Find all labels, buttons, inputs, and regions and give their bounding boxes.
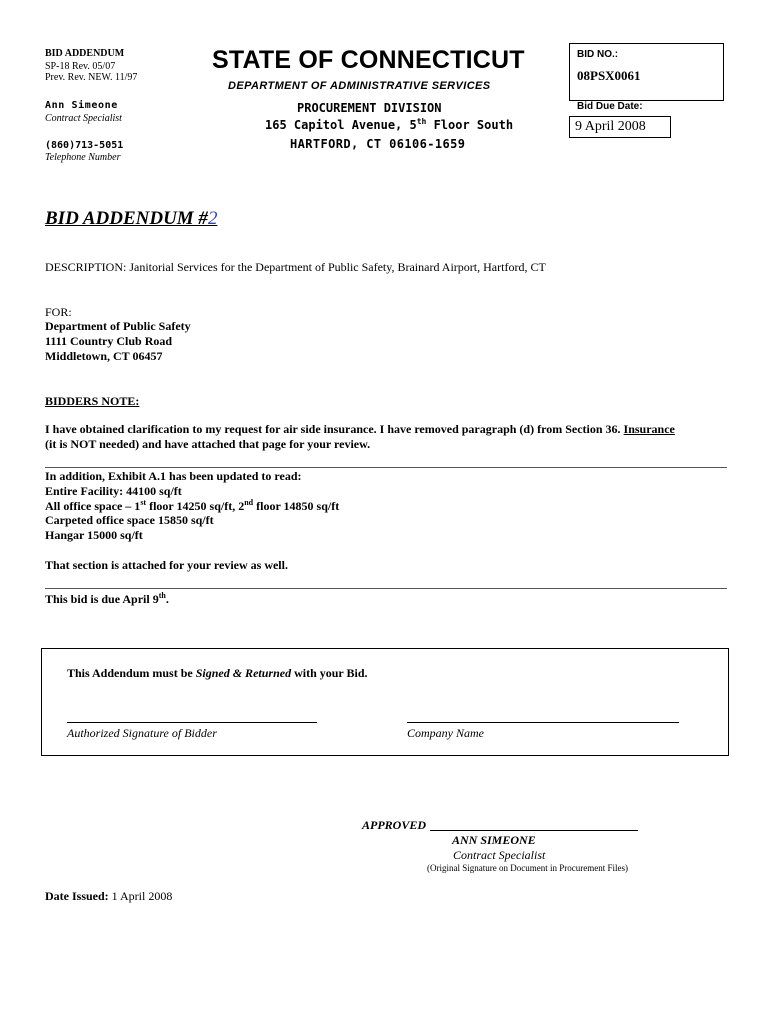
exhibit-office-space bbox=[45, 498, 339, 514]
signature-instruction bbox=[67, 666, 368, 681]
note-text: I have obtained clarification to my request for air side insurance. I have removed paragraph (d) from Section 36. bbox=[45, 422, 624, 436]
exhibit-carpeted: Carpeted office space 15850 sq/ft bbox=[45, 513, 214, 527]
for-address-line: 1111 Country Club Road bbox=[45, 334, 173, 348]
date-issued-value: 1 April 2008 bbox=[108, 889, 173, 903]
exhibit-intro: In addition, Exhibit A.1 has been updated to read: bbox=[45, 469, 302, 483]
ordinal-superscript: nd bbox=[244, 498, 254, 507]
addendum-title bbox=[45, 208, 217, 230]
office-address bbox=[265, 117, 513, 132]
exhibit-office-text: floor 14850 sq/ft bbox=[253, 499, 340, 513]
ordinal-superscript: st bbox=[140, 498, 147, 507]
company-name-line[interactable] bbox=[407, 722, 679, 723]
address-superscript: th bbox=[416, 117, 427, 126]
department-name: DEPARTMENT OF ADMINISTRATIVE SERVICES bbox=[228, 80, 491, 92]
exhibit-facility: Entire Facility: 44100 sq/ft bbox=[45, 484, 182, 498]
approver-note: (Original Signature on Document in Procurement Files) bbox=[427, 863, 628, 873]
contact-name: Ann Simeone bbox=[45, 100, 118, 111]
approver-title: Contract Specialist bbox=[453, 848, 546, 862]
exhibit-hangar: Hangar 15000 sq/ft bbox=[45, 528, 143, 542]
due-note-text: This bid is due April 9 bbox=[45, 592, 159, 606]
form-code: BID ADDENDUM bbox=[45, 48, 125, 59]
contact-phone: (860)713-5051 bbox=[45, 140, 124, 151]
exhibit-office-text: floor 14250 sq/ft, 2 bbox=[146, 499, 245, 513]
note-paragraph-line-2: (it is NOT needed) and have attached that page for your review. bbox=[45, 437, 371, 451]
description: DESCRIPTION: Janitorial Services for the Department of Public Safety, Brainard Airport, Hartford, CT bbox=[45, 260, 546, 274]
bidder-signature-label: Authorized Signature of Bidder bbox=[67, 726, 217, 740]
bid-number-label: BID NO.: bbox=[577, 49, 619, 60]
instruction-text: with your Bid. bbox=[291, 666, 368, 680]
for-label: FOR: bbox=[45, 305, 72, 319]
form-revision: SP-18 Rev. 05/07 bbox=[45, 61, 116, 72]
approved-label: APPROVED bbox=[362, 818, 427, 832]
address-part-2: Floor South bbox=[426, 118, 514, 132]
due-date-label: Bid Due Date: bbox=[577, 101, 643, 112]
address-part-1: 165 Capitol Avenue, 5 bbox=[265, 118, 417, 132]
addendum-number: 2 bbox=[207, 208, 218, 229]
divider bbox=[45, 467, 727, 468]
date-issued bbox=[45, 889, 172, 904]
insurance-reference: Insurance bbox=[623, 422, 675, 436]
note-paragraph-line-1 bbox=[45, 422, 675, 437]
bid-number-value: 08PSX0061 bbox=[577, 68, 641, 83]
office-city: HARTFORD, CT 06106-1659 bbox=[290, 137, 466, 151]
contact-title: Contract Specialist bbox=[45, 113, 122, 124]
for-address-line: Department of Public Safety bbox=[45, 319, 191, 333]
bidders-note-heading: BIDDERS NOTE: bbox=[45, 394, 140, 408]
company-name-label: Company Name bbox=[407, 726, 484, 740]
form-previous-revision: Prev. Rev. NEW. 11/97 bbox=[45, 72, 138, 83]
contact-phone-label: Telephone Number bbox=[45, 152, 121, 163]
state-title: STATE OF CONNECTICUT bbox=[212, 46, 525, 74]
for-address-line: Middletown, CT 06457 bbox=[45, 349, 163, 363]
approver-name: ANN SIMEONE bbox=[452, 833, 536, 847]
bidder-signature-line[interactable] bbox=[67, 722, 317, 723]
ordinal-superscript: th bbox=[158, 591, 166, 600]
addendum-title-text: BID ADDENDUM # bbox=[45, 208, 208, 229]
approval-signature-line bbox=[430, 830, 638, 831]
exhibit-office-text: All office space – 1 bbox=[45, 499, 141, 513]
division-name: PROCUREMENT DIVISION bbox=[297, 101, 442, 115]
due-date-value: 9 April 2008 bbox=[575, 119, 646, 134]
date-issued-label: Date Issued: bbox=[45, 889, 109, 903]
section-attached-note: That section is attached for your review as well. bbox=[45, 558, 288, 572]
bid-due-note bbox=[45, 591, 169, 607]
instruction-emphasis: Signed & Returned bbox=[195, 666, 292, 680]
due-note-end: . bbox=[165, 592, 169, 606]
instruction-text: This Addendum must be bbox=[67, 666, 196, 680]
divider bbox=[45, 588, 727, 589]
